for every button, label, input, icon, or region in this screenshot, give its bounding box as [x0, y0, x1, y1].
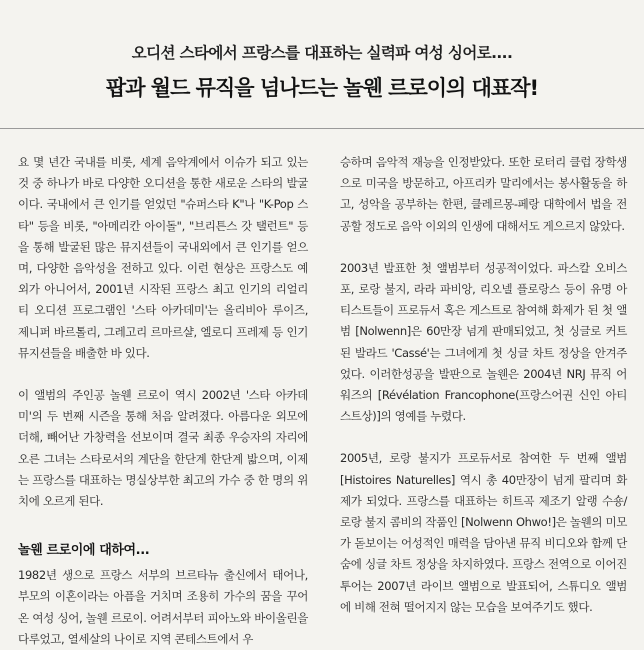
header-divider — [0, 128, 644, 129]
body-paragraph: 이 앨범의 주인공 놀웬 르로이 역시 2002년 '스타 아카데미'의 두 번째 시즌을 통해 처음 알려졌다. 아름다운 외모에 더해, 빼어난 가창력을 선보이며 결국 최종 우승자의 자리에 오른 그녀는 스타로서의 계단을 한단계 한단계 밟으며, 이제는 프랑스를 대표하는 명실상부한 최고의 가수 중 한 명의 위치에 오르게 된다. — [18, 388, 308, 509]
body-paragraph: 1982년 생으로 프랑스 서부의 브르타뉴 출신에서 태어나, 부모의 이혼이라는 아픔을 거치며 조용히 가수의 꿈을 꾸어온 여성 싱어, 놀웬 르로이. 어려서부터 피아노와 바이올린을 다루었고, 열세살의 나이로 지역 콘테스트에서 우 — [18, 568, 308, 646]
body-paragraph: 2005년, 로랑 불지가 프로듀서로 참여한 두 번째 앨범 [Histoires Naturelles] 역시 총 40만장이 넘게 팔리며 화제가 되었다. 프랑스를 대표하는 히트곡 제조기 알랭 수숑/로랑 불지 콤비의 작품인 [Nolwenn Ohwo!]은 놀웬의 미모가 돋보이는 어성적인 매력을 담아낸 뮤직 비디오와 함께 단숨에 싱글 차트 정상을 차지하였다. 프랑스 전역으로 이어진 투어는 2007년 라이브 앨범으로 발표되어, 스튜디오 앨범에 비해 전혀 떨어지지 않는 모습을 보여주기도 했다. — [340, 451, 627, 614]
article-header — [0, 0, 644, 125]
article-title: 팝과 월드 뮤직을 넘나드는 놀웬 르로이의 대표작! — [105, 76, 539, 100]
section-heading: 놀웬 르로이에 대하여... — [18, 543, 150, 559]
article-subtitle: 오디션 스타에서 프랑스를 대표하는 실력파 여성 싱어로.... — [131, 44, 513, 62]
body-paragraph: 2003년 발표한 첫 앨범부터 성공적이었다. 파스칼 오비스포, 로랑 불지, 라라 파비앙, 리오넬 플로랑스 등이 유명 아티스트들이 프로듀서 혹은 게스트로 참여해 화제가 된 첫 앨범 [Nolwenn]은 60만장 넘게 판매되었고, 첫 싱글로 커트된 발라드 'Cassé'는 그녀에게 첫 싱글 차트 정상을 안겨주었다. 이러한성공을 발판으로 놀웬은 2004년 NRJ 뮤직 어워즈의 [Révélation Francophone(프랑스어권 신인 아티스트상)]의 영예를 누렸다. — [340, 260, 627, 424]
body-paragraph: 요 몇 년간 국내를 비롯, 세계 음악계에서 이슈가 되고 있는 것 중 하나가 바로 다양한 오디션을 통한 새로운 스타의 발굴이다. 국내에서 큰 인기를 얻었던 "슈퍼스타 K"나 "K-Pop 스타" 등을 비롯, "아메리칸 아이돌", "브리튼스 갓 탤런트" 등을 통해 발굴된 많은 뮤지션들이 국내외에서 큰 인기를 얻으며, 다양한 음악성을 전하고 있다. 이런 현상은 프랑스도 예외가 아니어서, 2001년 시작된 프랑스 최고 인기의 리얼리티 오디션 프로그램인 '스타 아카데미'는 올리비아 루이즈, 제니퍼 바르톨리, 그레고리 르마르샬, 엘로디 프레제 등 인기 뮤지션들을 배출한 바 있다. — [18, 155, 308, 360]
right-column — [340, 152, 627, 618]
left-column — [18, 152, 308, 650]
body-paragraph: 승하며 음악적 재능을 인정받았다. 또한 로터리 클럽 장학생으로 미국을 방문하고, 아프리카 말리에서는 봉사활동을 하고, 성악을 공부하는 한편, 클레르몽-페랑 대학에서 법을 전공할 정도로 음악 이외의 인생에 대해서도 게으르지 않았다. — [340, 155, 627, 233]
